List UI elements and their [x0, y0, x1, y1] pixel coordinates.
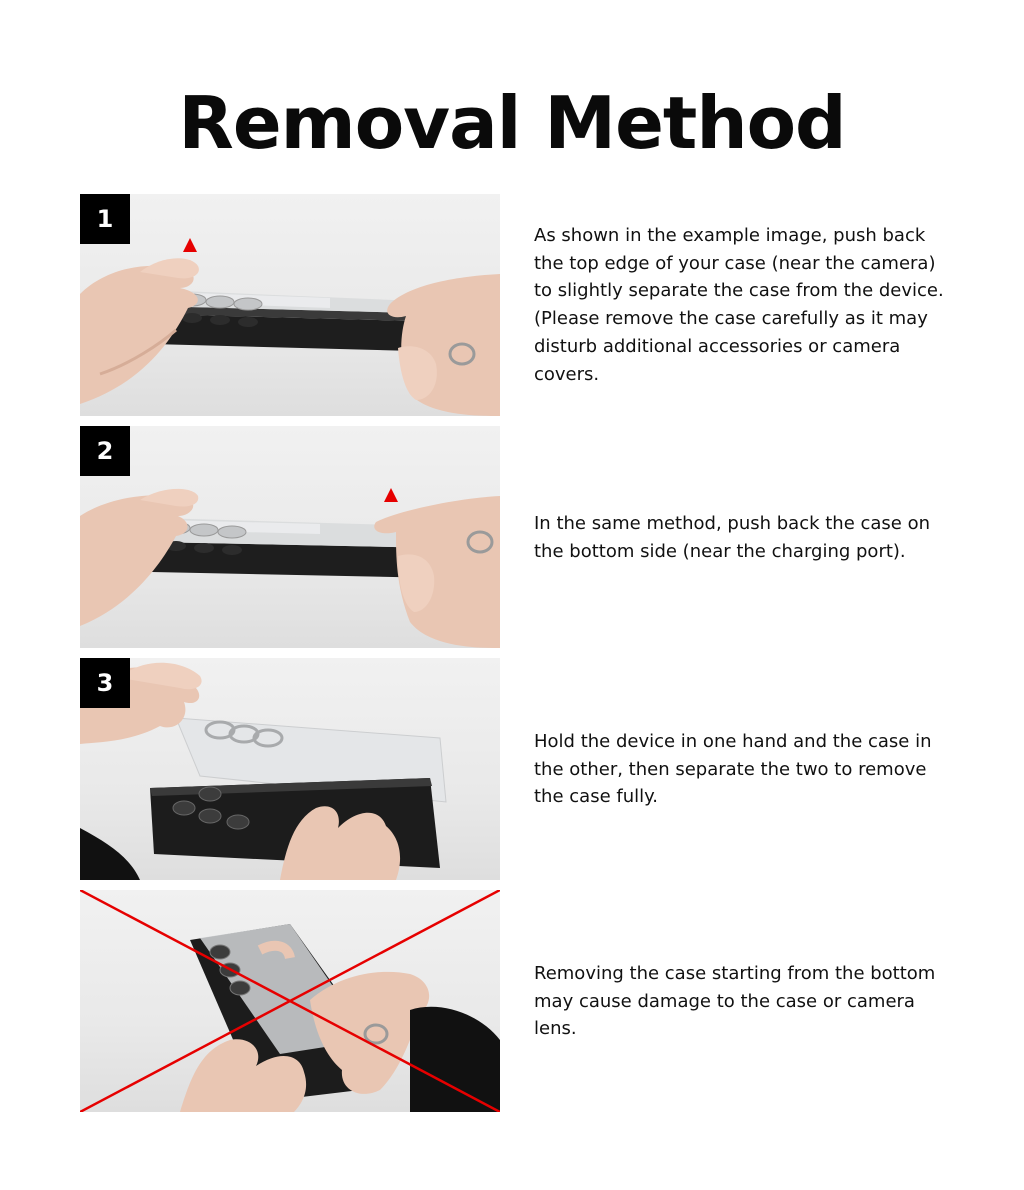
step-3-description: Hold the device in one hand and the case in the other, then separate the two to remove the case fully.	[534, 731, 932, 808]
step-1-description: As shown in the example image, push back the top edge of your case (near the camera) to slightly separate the case from the device. (Please remove the case carefully as it may disturb additional accessories or camera covers.	[534, 225, 944, 385]
hands-pushing-case-bottom-photo	[80, 426, 500, 648]
hands-pushing-case-top-photo	[80, 194, 500, 416]
warning-photo	[80, 890, 500, 1112]
step-2-photo	[80, 426, 500, 648]
warning-description: Removing the case starting from the bottom may cause damage to the case or camera lens.	[534, 963, 936, 1040]
step-3	[80, 658, 960, 880]
step-1	[80, 194, 960, 416]
step-3-badge: 3	[80, 658, 130, 708]
hands-separating-case-photo	[80, 658, 500, 880]
step-2-badge: 2	[80, 426, 130, 476]
incorrect-removal-crossed-photo	[80, 890, 500, 1112]
step-1-badge: 1	[80, 194, 130, 244]
page-title: Removal Method	[178, 81, 846, 165]
step-2-description: In the same method, push back the case on the bottom side (near the charging port).	[534, 513, 931, 562]
step-3-photo	[80, 658, 500, 880]
warning-step	[80, 890, 960, 1112]
step-1-photo	[80, 194, 500, 416]
step-2	[80, 426, 960, 648]
